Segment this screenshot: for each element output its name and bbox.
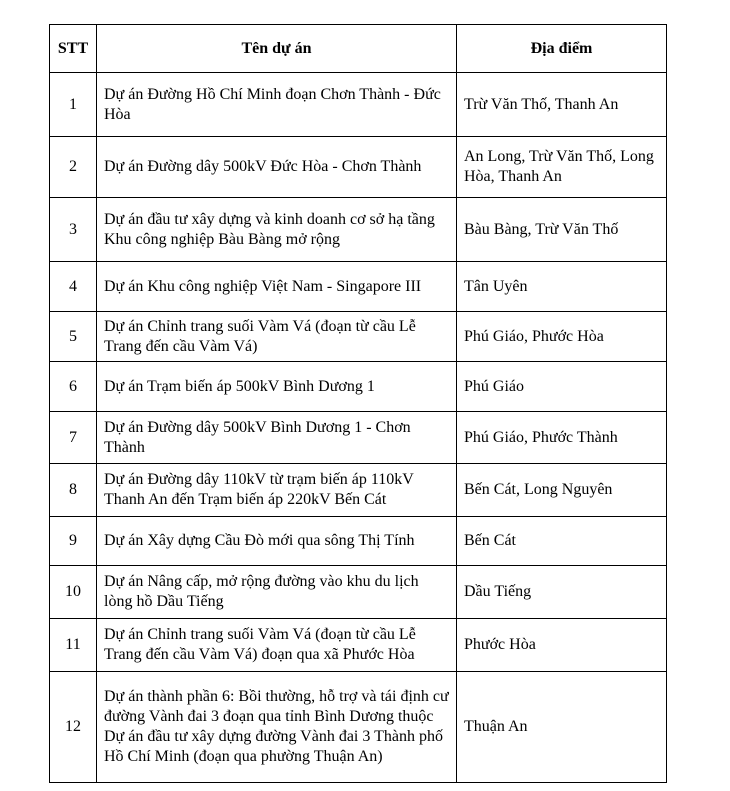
row-location: Bến Cát, Long Nguyên [457, 464, 667, 517]
row-project-name: Dự án Chỉnh trang suối Vàm Vá (đoạn từ cầu Lễ Trang đến cầu Vàm Vá) [97, 312, 457, 362]
table-row [50, 412, 667, 464]
table-row [50, 198, 667, 262]
row-location: Bàu Bàng, Trừ Văn Thố [457, 198, 667, 262]
table-row [50, 262, 667, 312]
table-row [50, 73, 667, 137]
table-row [50, 464, 667, 517]
table-row [50, 517, 667, 566]
table-row [50, 312, 667, 362]
row-location: Phú Giáo, Phước Hòa [457, 312, 667, 362]
row-stt: 11 [50, 619, 97, 672]
row-location: Phước Hòa [457, 619, 667, 672]
row-stt: 8 [50, 464, 97, 517]
row-stt: 9 [50, 517, 97, 566]
row-project-name: Dự án Xây dựng Cầu Đò mới qua sông Thị Tính [97, 517, 457, 566]
row-location: Phú Giáo, Phước Thành [457, 412, 667, 464]
row-location: Dầu Tiếng [457, 566, 667, 619]
row-project-name: Dự án Đường dây 500kV Đức Hòa - Chơn Thành [97, 137, 457, 198]
row-project-name: Dự án Trạm biến áp 500kV Bình Dương 1 [97, 362, 457, 412]
row-location: An Long, Trừ Văn Thố, Long Hòa, Thanh An [457, 137, 667, 198]
table-row [50, 672, 667, 783]
row-project-name: Dự án Đường dây 500kV Bình Dương 1 - Chơn Thành [97, 412, 457, 464]
row-stt: 6 [50, 362, 97, 412]
row-location: Phú Giáo [457, 362, 667, 412]
table-row [50, 619, 667, 672]
row-project-name: Dự án Đường dây 110kV từ trạm biến áp 110kV Thanh An đến Trạm biến áp 220kV Bến Cát [97, 464, 457, 517]
header-row [50, 25, 667, 73]
row-stt: 10 [50, 566, 97, 619]
row-stt: 12 [50, 672, 97, 783]
header-stt: STT [50, 25, 97, 73]
row-project-name: Dự án Nâng cấp, mở rộng đường vào khu du lịch lòng hồ Dầu Tiếng [97, 566, 457, 619]
row-location: Thuận An [457, 672, 667, 783]
row-project-name: Dự án Khu công nghiệp Việt Nam - Singapore III [97, 262, 457, 312]
row-stt: 5 [50, 312, 97, 362]
row-project-name: Dự án đầu tư xây dựng và kinh doanh cơ sở hạ tầng Khu công nghiệp Bàu Bàng mở rộng [97, 198, 457, 262]
row-location: Tân Uyên [457, 262, 667, 312]
row-project-name: Dự án thành phần 6: Bồi thường, hỗ trợ và tái định cư đường Vành đai 3 đoạn qua tỉnh Bình Dương thuộc Dự án đầu tư xây dựng đường Vành đai 3 Thành phố Hồ Chí Minh (đoạn qua phường Thuận An) [97, 672, 457, 783]
table-row [50, 566, 667, 619]
row-stt: 2 [50, 137, 97, 198]
table-row [50, 137, 667, 198]
row-stt: 1 [50, 73, 97, 137]
row-stt: 4 [50, 262, 97, 312]
row-project-name: Dự án Đường Hồ Chí Minh đoạn Chơn Thành - Đức Hòa [97, 73, 457, 137]
header-location: Địa điểm [457, 25, 667, 73]
header-project-name: Tên dự án [97, 25, 457, 73]
table-row [50, 362, 667, 412]
row-location: Bến Cát [457, 517, 667, 566]
row-stt: 3 [50, 198, 97, 262]
row-stt: 7 [50, 412, 97, 464]
project-table [49, 24, 667, 783]
row-location: Trừ Văn Thố, Thanh An [457, 73, 667, 137]
row-project-name: Dự án Chỉnh trang suối Vàm Vá (đoạn từ cầu Lễ Trang đến cầu Vàm Vá) đoạn qua xã Phước Hòa [97, 619, 457, 672]
